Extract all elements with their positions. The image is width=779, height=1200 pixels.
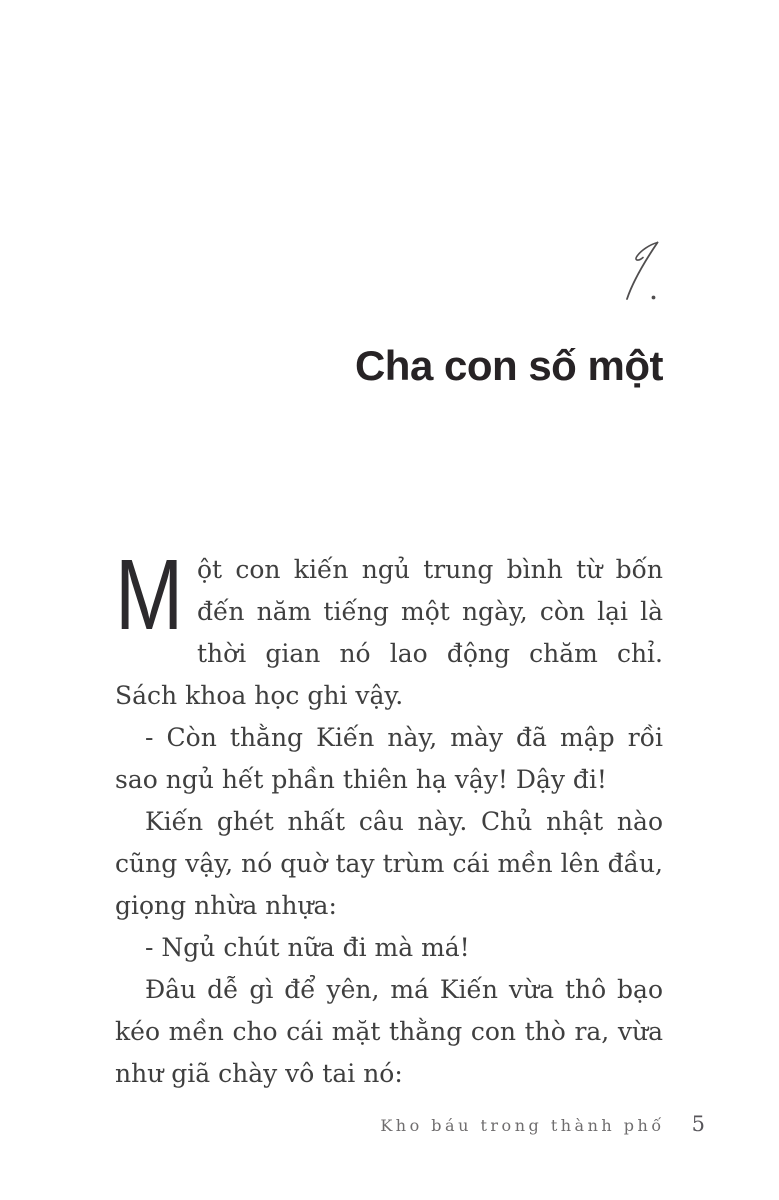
page-number: 5 [691,1112,705,1136]
running-book-title: Kho báu trong thành phố [380,1116,665,1135]
body-text [115,539,663,1095]
paragraph [115,539,663,717]
drop-cap: M [115,539,184,651]
paragraph: - Ngủ chút nữa đi mà má! [145,933,470,962]
handwritten-chapter-number-icon [612,231,668,309]
paragraph: Đâu dễ gì để yên, má Kiến vừa thô bạo kéo mền cho cái mặt thằng con thò ra, vừa như giã chày vô tai nó: [115,975,663,1088]
page-footer [380,1112,705,1136]
chapter-title: Cha con số một [354,342,663,390]
paragraph: - Còn thằng Kiến này, mày đã mập rồi sao ngủ hết phần thiên hạ vậy! Dậy đi! [115,723,663,794]
paragraph-text: ột con kiến ngủ trung bình từ bốn đến năm tiếng một ngày, còn lại là thời gian nó lao động chăm chỉ. Sách khoa học ghi vậy. [115,555,663,710]
paragraph: Kiến ghét nhất câu này. Chủ nhật nào cũng vậy, nó quờ tay trùm cái mền lên đầu, giọng nhừa nhựa: [115,807,663,920]
